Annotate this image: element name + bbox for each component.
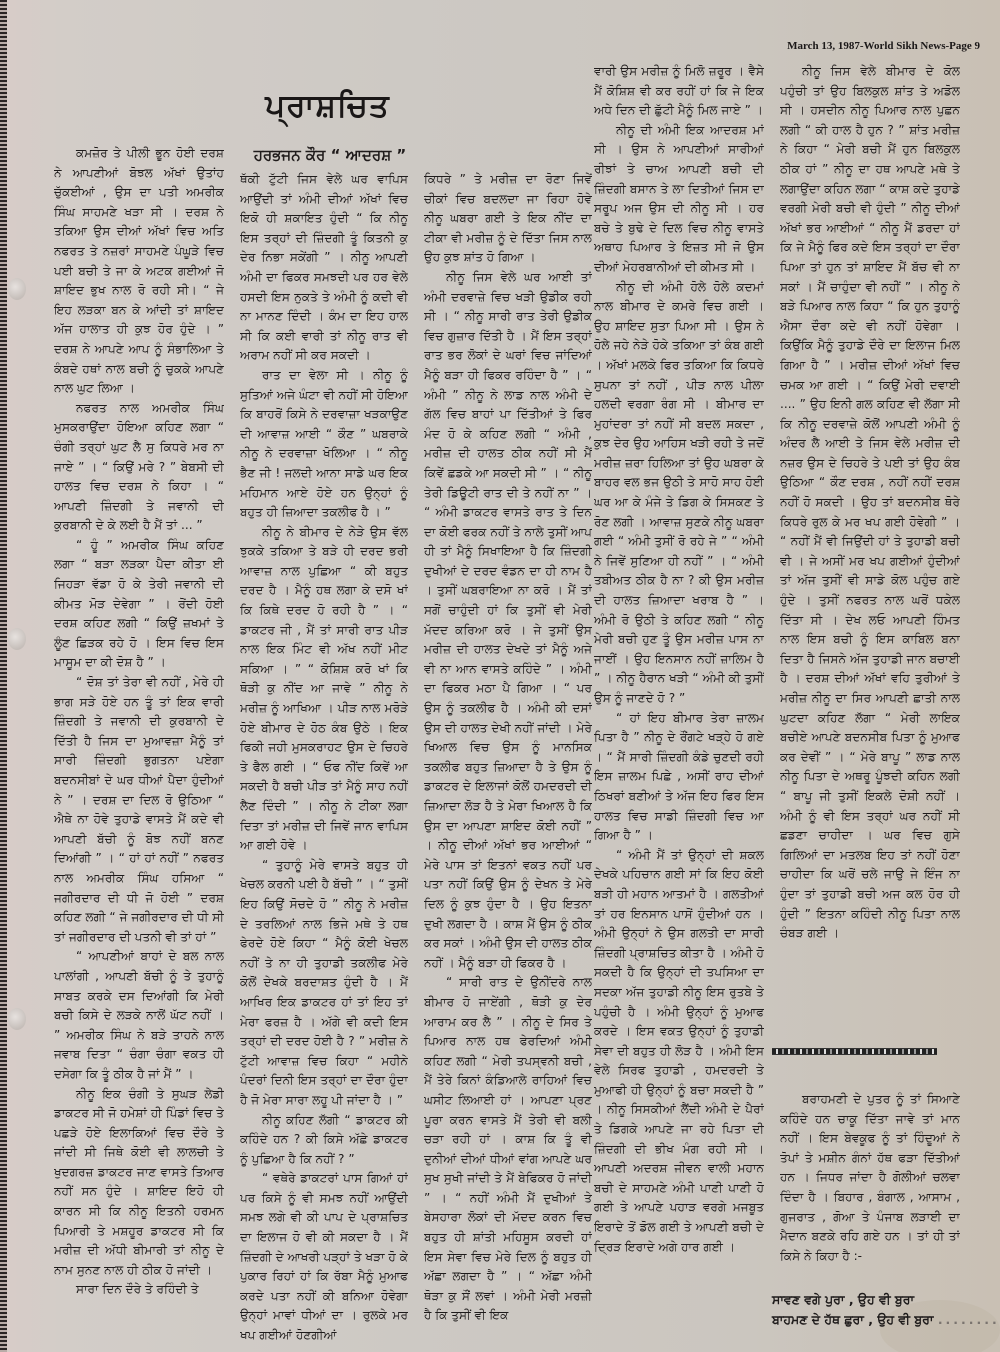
paragraph: ਨੀਨੂ ਜਿਸ ਵੇਲੇ ਬੀਮਾਰ ਦੇ ਕੋਲ ਪਹੁੰਚੀ ਤਾਂ ਉਹ ਬਿਲਕੁਲ ਸ਼ਾਂਤ ਤੇ ਅਡੋਲ ਸੀ । ਹਸਦੀਨ ਨੀਨੂ ਪਿਆਰ ਨਾਲ ਪੁਛਨ ਲਗੀ “ ਕੀ ਹਾਲ ਹੈ ਹੁਨ ? ” ਸ਼ਾਂਤ ਮਰੀਜ਼ ਨੇ ਕਿਹਾ “ ਮੇਰੀ ਬਚੀ ਮੈਂ ਹੁਨ ਬਿਲਕੁਲ ਠੀਕ ਹਾਂ ” ਨੀਨੂ ਦਾ ਹਥ ਆਪਣੇ ਮਥੇ ਤੇ ਲਗਾਉਂਦਾ ਕਹਿਨ ਲਗਾ “ ਕਾਸ਼ ਕਦੇ ਤੁਹਾਡੇ ਵਰਗੀ ਮੇਰੀ ਬਚੀ ਵੀ ਹੁੰਦੀ ” ਨੀਨੂ ਦੀਆਂ ਅੱਖਾਂ ਭਰ ਆਈਆਂ “ ਨੀਨੂ ਮੈਂ ਡਰਦਾ ਹਾਂ ਕਿ ਜੇ ਮੈਨੂੰ ਫਿਰ ਕਦੇ ਇਸ ਤਰ੍ਹਾਂ ਦਾ ਦੌਰਾ ਪਿਆ ਤਾਂ ਹੁਨ ਤਾਂ ਸ਼ਾਇਦ ਮੈਂ ਬੱਚ ਵੀ ਨਾ ਸਕਾਂ । ਮੈਂ ਚਾਹੁੰਦਾ ਵੀ ਨਹੀਂ ” । ਨੀਨੂ ਨੇ ਬੜੇ ਪਿਆਰ ਨਾਲ ਕਿਹਾ “ ਕਿ ਹੁਨ ਤੁਹਾਨੂੰ ਐਸਾ ਦੌਰਾ ਕਦੇ ਵੀ ਨਹੀਂ ਹੋਵੇਗਾ । ਕਿਉਂਕਿ ਮੈਨੂੰ ਤੁਹਾਡੇ ਦੌਰੇ ਦਾ ਇਲਾਜ ਮਿਲ ਗਿਆ ਹੈ ” । ਮਰੀਜ਼ ਦੀਆਂ ਅੱਖਾਂ ਵਿਚ ਚਮਕ ਆ ਗਈ । “ ਕਿਉਂ ਮੇਰੀ ਦਵਾਈ .... ” ਉਹ ਇਨੀ ਗਲ ਕਹਿਣ ਵੀ ਲੱਗਾ ਸੀ ਕਿ ਨੀਨੂ ਦਰਵਾਜ਼ੇ ਕੋਲੋਂ ਆਪਣੀ ਅੰਮੀ ਨੂੰ ਅੰਦਰ ਲੈ ਆਈ ਤੇ ਜਿਸ ਵੇਲੇ ਮਰੀਜ਼ ਦੀ ਨਜ਼ਰ ਉਸ ਦੇ ਚਿਹਰੇ ਤੇ ਪਈ ਤਾਂ ਉਹ ਕੰਬ ਉਠਿਆ “ ਕੌਣ ਦਰਸ਼ , ਨਹੀਂ ਨਹੀਂ ਦਰਸ਼ ਨਹੀਂ ਹੋ ਸਕਦੀ । ਉਹ ਤਾਂ ਬਦਨਸੀਬ ਥੋਰੇ ਕਿਧਰੇ ਰੁਲ ਕੇ ਮਰ ਖਪ ਗਈ ਹੋਵੇਗੀ ” । “ ਨਹੀਂ ਮੈਂ ਵੀ ਜਿਉਂਦੀ ਹਾਂ ਤੇ ਤੁਹਾਡੀ ਬਚੀ ਵੀ । ਜੇ ਅਸੀਂ ਮਰ ਖਪ ਗਈਆਂ ਹੁੰਦੀਆਂ ਤਾਂ ਅੱਜ ਤੁਸੀਂ ਵੀ ਸਾਡੇ ਕੋਲ ਪਹੁੰਚ ਗਏ ਹੁੰਦੇ । ਤੁਸੀਂ ਨਫਰਤ ਨਾਲ ਘਰੋਂ ਧਕੇਲ ਦਿੱਤਾ ਸੀ । ਦੇਖ ਲਓ ਆਪਣੀ ਹਿੰਮਤ ਨਾਲ ਇਸ ਬਚੀ ਨੂੰ ਇਸ ਕਾਬਿਲ ਬਨਾ ਦਿਤਾ ਹੈ ਜਿਸਨੇ ਅੱਜ ਤੁਹਾਡੀ ਜਾਨ ਬਚਾਈ ਹੈ । ਦਰਸ਼ ਦੀਆਂ ਅੱਖਾਂ ਵਹਿ ਤੁਰੀਆਂ ਤੇ ਮਰੀਜ਼ ਨੀਨੂ ਦਾ ਸਿਰ ਆਪਣੀ ਛਾਤੀ ਨਾਲ ਘੁਟਦਾ ਕਹਿਣ ਲੱਗਾ “ ਮੇਰੀ ਲਾਇਕ ਬਚੀਏ ਆਪਣੇ ਬਦਨਸੀਬ ਪਿਤਾ ਨੂੰ ਮੁਆਫ ਕਰ ਦੇਵੀਂ ” । “ ਮੇਰੇ ਬਾਪੂ ” ਲਾਡ ਨਾਲ ਨੀਨੂ ਪਿਤਾ ਦੇ ਅਥਰੂ ਪੂੰਝਦੀ ਕਹਿਨ ਲਗੀ “ ਬਾਪੂ ਜੀ ਤੁਸੀਂ ਇਕਲੇ ਦੋਸ਼ੀ ਨਹੀਂ । ਅੰਮੀ ਨੂੰ ਵੀ ਇਸ ਤਰ੍ਹਾਂ ਘਰ ਨਹੀਂ ਸੀ ਛਡਣਾ ਚਾਹੀਦਾ । ਘਰ ਵਿਚ ਗੁਸੇ ਗਿਲਿਆਂ ਦਾ ਮਤਲਬ ਇਹ ਤਾਂ ਨਹੀਂ ਹੋਣਾ ਚਾਹੀਦਾ ਕਿ ਘਰੋਂ ਚਲੇ ਜਾਉ ਜੇ ਇੰਜ ਨਾ ਹੁੰਦਾ ਤਾਂ ਤੁਹਾਡੀ ਬਚੀ ਅਜ ਕਲ ਹੋਰ ਹੀ ਹੁੰਦੀ ” ਇਤਨਾ ਕਹਿੰਦੀ ਨੀਨੂ ਪਿਤਾ ਨਾਲ ਚੰਬੜ ਗਈ । xyxy=(780,64,960,941)
paragraph: “ ਅੰਮੀ ਮੈਂ ਤਾਂ ਉਨ੍ਹਾਂ ਦੀ ਸ਼ਕਲ ਦੇਖਕੇ ਪਹਿਚਾਨ ਗਈ ਸਾਂ ਕਿ ਇਹ ਕੋਈ ਬੜੀ ਹੀ ਮਹਾਨ ਆਤਮਾਂ ਹੈ । ਗਲਤੀਆਂ ਤਾਂ ਹਰ ਇਨਸਾਨ ਪਾਸੋਂ ਹੁੰਦੀਆਂ ਹਨ । ਅੰਮੀ ਉਨ੍ਹਾਂ ਨੇ ਉਸ ਗਲਤੀ ਦਾ ਸਾਰੀ ਜ਼ਿੰਦਗੀ ਪ੍ਰਾਸ਼ਚਿਤ ਕੀਤਾ ਹੈ । ਅੰਮੀ ਹੋ ਸਕਦੀ ਹੈ ਕਿ ਉਨ੍ਹਾਂ ਦੀ ਤਪਸਿਆ ਦਾ ਸਦਕਾ ਅੱਜ ਤੁਹਾਡੀ ਨੀਨੂ ਇਸ ਰੁਤਬੇ ਤੇ ਪਹੁੰਚੀ ਹੈ । ਅੰਮੀ ਉਨ੍ਹਾਂ ਨੂੰ ਮੁਆਫ ਕਰਦੇ । ਇਸ ਵਕਤ ਉਨ੍ਹਾਂ ਨੂੰ ਤੁਹਾਡੀ ਸੇਵਾ ਦੀ ਬਹੁਤ ਹੀ ਲੋੜ ਹੈ । ਅੰਮੀ ਇਸ ਵੇਲੇ ਸਿਰਫ ਤੁਹਾਡੀ , ਹਮਦਰਦੀ ਤੇ ਮੁਆਫੀ ਹੀ ਉਨ੍ਹਾਂ ਨੂੰ ਬਚਾ ਸਕਦੀ ਹੈ ” । ਨੀਨੂ ਸਿਸਕੀਆਂ ਲੈਂਦੀ ਅੰਮੀ ਦੇ ਪੈਰਾਂ ਤੇ ਡਿਗਕੇ ਆਪਣੇ ਜਾ ਰਹੇ ਪਿਤਾ ਦੀ ਜ਼ਿੰਦਗੀ ਦੀ ਭੀਖ ਮੰਗ ਰਹੀ ਸੀ । ਆਪਣੀ ਅਦਰਸ਼ ਜੀਵਨ ਵਾਲੀ ਮਹਾਨ ਬਚੀ ਦੇ ਸਾਹਮਣੇ ਅੰਮੀ ਪਾਣੀ ਪਾਣੀ ਹੋ ਗਈ ਤੇ ਆਪਣੇ ਪਹਾੜ ਵਰਗੇ ਮਜਬੂਤ ਇਰਾਦੇ ਤੋਂ ਡੋਲ ਗਈ ਤੇ ਆਪਣੀ ਬਚੀ ਦੇ ਦ੍ਰਿੜ ਇਰਾਦੇ ਅਗੇ ਹਾਰ ਗਈ । xyxy=(594,847,764,1254)
paragraph: “ ਹਾਂ ਇਹ ਬੀਮਾਰ ਤੇਰਾ ਜ਼ਾਲਮ ਪਿਤਾ ਹੈ ” ਨੀਨੂ ਦੇ ਰੌਂਗਟੇ ਖੜ੍ਹੇ ਹੋ ਗਏ । “ ਮੈਂ ਸਾਰੀ ਜ਼ਿੰਦਗੀ ਕੰਡੇ ਚੁਣਦੀ ਰਹੀ ਇਸ ਜ਼ਾਲਮ ਪਿਛੇ , ਅਸੀਂ ਰਾਹ ਦੀਆਂ ਠਿਖਰਾਂ ਬਣੀਆਂ ਤੇ ਅੱਜ ਇਹ ਫਿਰ ਇਸ ਹਾਲਤ ਵਿਚ ਸਾਡੀ ਜ਼ਿੰਦਗੀ ਵਿਚ ਆ ਗਿਆ ਹੈ ” । xyxy=(594,710,764,843)
paragraph: ਰਾਤ ਦਾ ਵੇਲਾ ਸੀ । ਨੀਨੂ ਨੂੰ ਸੁਤਿਆਂ ਅਜੇ ਘੰਟਾ ਵੀ ਨਹੀਂ ਸੀ ਹੋਇਆ ਕਿ ਬਾਹਰੋਂ ਕਿਸੇ ਨੇ ਦਰਵਾਜ਼ਾ ਖੜਕਾਉਣ ਦੀ ਆਵਾਜ਼ ਆਈ “ ਕੌਣ ” ਘਬਰਾਕੇ ਨੀਨੂ ਨੇ ਦਰਵਾਜ਼ਾ ਖੋਲਿਆ । “ ਨੀਨੂ ਭੈਣ ਜੀ ! ਜਲਦੀ ਆਨਾ ਸਾਡੇ ਘਰ ਇਕ ਮਹਿਮਾਨ ਆਏ ਹੋਏ ਹਨ ਉਨ੍ਹਾਂ ਨੂੰ ਬਹੁਤ ਹੀ ਜ਼ਿਆਦਾ ਤਕਲੀਫ ਹੈ । ” xyxy=(240,367,408,520)
article-column-3 xyxy=(424,170,592,1345)
page-folio: March 13, 1987-World Sikh News-Page 9 xyxy=(787,40,980,52)
paragraph: ਨਫਰਤ ਨਾਲ ਅਮਰੀਕ ਸਿੰਘ ਮੁਸਕਰਾਉਂਦਾ ਹੋਇਆ ਕਹਿਣ ਲਗਾ “ ਚੰਗੀ ਤਰ੍ਹਾਂ ਘੁਟ ਲੈ ਸੁ ਕਿਧਰੇ ਮਰ ਨਾ ਜਾਏ ” । “ ਕਿਉਂ ਮਰੇ ? ” ਬੇਬਸੀ ਦੀ ਹਾਲਤ ਵਿਚ ਦਰਸ਼ ਨੇ ਕਿਹਾ । “ ਆਪਣੀ ਜ਼ਿੰਦਗੀ ਤੇ ਜਵਾਨੀ ਦੀ ਕੁਰਬਾਨੀ ਦੇ ਕੇ ਲਈ ਹੈ ਮੈਂ ਤਾਂ ... ” xyxy=(54,400,224,533)
paragraph: ਕਿਧਰੇ ” ਤੇ ਮਰੀਜ਼ ਦਾ ਰੋਣਾ ਜਿਵੇਂ ਚੀਕਾਂ ਵਿਚ ਬਦਲਦਾ ਜਾ ਰਿਹਾ ਹੋਵੇ ਨੀਨੂ ਘਬਰਾ ਗਈ ਤੇ ਇਕ ਨੀਂਦ ਦਾ ਟੀਕਾ ਵੀ ਮਰੀਜ਼ ਨੂੰ ਦੇ ਦਿੱਤਾ ਜਿਸ ਨਾਲ ਉਹ ਕੁਝ ਸ਼ਾਂਤ ਹੋ ਗਿਆ । xyxy=(424,172,592,265)
spiral-binding-edge xyxy=(0,0,7,1352)
sidebar-paragraph: ਬਰਾਹਮਣੀ ਦੇ ਪੁਤਰ ਨੂੰ ਤਾਂ ਸਿਆਣੇ ਕਹਿੰਦੇ ਹਨ ਚਾਕੂ ਦਿੱਤਾ ਜਾਵੇ ਤਾਂ ਮਾਨ ਨਹੀਂ । ਇਸ ਬੇਵਕੂਫ ਨੂੰ ਤਾਂ ਹਿੰਦੂਆਂ ਨੇ ਤੋਪਾਂ ਤੇ ਮਸ਼ੀਨ ਗੰਨਾਂ ਹੱਥ ਫੜਾ ਦਿੱਤੀਆਂ ਹਨ । ਜਿਧਰ ਜਾਂਦਾ ਹੈ ਗੋਲੀਆਂ ਚਲਵਾ ਦਿੰਦਾ ਹੈ । ਬਿਹਾਰ , ਬੰਗਾਲ , ਆਸਾਮ , ਗੁਜਰਾਤ , ਗੋਆ ਤੇ ਪੰਜਾਬ ਲੜਾਈ ਦਾ ਮੈਦਾਨ ਬਣਕੇ ਰਹਿ ਗਏ ਹਨ । ਤਾਂ ਹੀ ਤਾਂ ਕਿਸੇ ਨੇ ਕਿਹਾ ਹੈ :- xyxy=(780,1092,960,1263)
paragraph: “ ਹੂੰ ” ਅਮਰੀਕ ਸਿੰਘ ਕਹਿਣ ਲਗਾ “ ਬੜਾ ਲੜਕਾ ਪੈਦਾ ਕੀਤਾ ਈ ਜਿਹੜਾ ਵੱਡਾ ਹੋ ਕੇ ਤੇਰੀ ਜਵਾਨੀ ਦੀ ਕੀਮਤ ਮੋੜ ਦੇਵੇਗਾ ” । ਰੋਂਦੀ ਹੋਈ ਦਰਸ਼ ਕਹਿਣ ਲਗੀ “ ਕਿਉਂ ਜ਼ਖਮਾਂ ਤੇ ਲੂੰਣ ਛਿੜਕ ਰਹੇ ਹੋ । ਇਸ ਵਿਚ ਇਸ ਮਾਸੂਮ ਦਾ ਕੀ ਦੋਸ਼ ਹੈ ” । xyxy=(54,537,224,670)
paragraph: ਨੀਨੂ ਕਹਿਣ ਲੱਗੀ “ ਡਾਕਟਰ ਕੀ ਕਹਿੰਦੇ ਹਨ ? ਕੀ ਕਿਸੇ ਅੱਛੇ ਡਾਕਟਰ ਨੂੰ ਪੁਛਿਆ ਹੈ ਕਿ ਨਹੀਂ ? ” xyxy=(240,1112,408,1166)
punch-hole xyxy=(8,278,26,300)
article-title: ਪ੍ਰਾਸ਼ਚਿਤ xyxy=(265,88,390,124)
article-byline: ਹਰਭਜਨ ਕੌਰ “ ਆਦਰਸ਼ ” xyxy=(253,146,407,164)
paragraph: “ ਆਪਣੀਆਂ ਬਾਹਾਂ ਦੇ ਬਲ ਨਾਲ ਪਾਲਾਂਗੀ , ਆਪਣੀ ਬੱਚੀ ਨੂੰ ਤੇ ਤੁਹਾਨੂੰ ਸਾਬਤ ਕਰਕੇ ਦਸ ਦਿਆਂਗੀ ਕਿ ਮੇਰੀ ਬਚੀ ਕਿਸੇ ਦੇ ਲੜਕੇ ਨਾਲੋਂ ਘੱਟ ਨਹੀਂ । ” ਅਮਰੀਕ ਸਿੰਘ ਨੇ ਬੜੇ ਤਾਹਨੇ ਨਾਲ ਜਵਾਬ ਦਿਤਾ “ ਚੰਗਾ ਚੰਗਾ ਵਕਤ ਹੀ ਦਸੇਗਾ ਕਿ ਤੂੰ ਠੀਕ ਹੈ ਜਾਂ ਮੈਂ ” । xyxy=(54,949,224,1081)
article-column-1 xyxy=(54,144,224,1344)
paragraph: ਵਾਰੀ ਉਸ ਮਰੀਜ਼ ਨੂੰ ਮਿਲੋ ਜ਼ਰੂਰ । ਵੈਸੇ ਮੈਂ ਕੋਸ਼ਿਸ਼ ਵੀ ਕਰ ਰਹੀਂ ਹਾਂ ਕਿ ਜੇ ਇਕ ਅਧੇ ਦਿਨ ਦੀ ਛੁੱਟੀ ਮੈਨੂੰ ਮਿਲ ਜਾਏ ” । xyxy=(594,64,764,118)
verse-line: ਬਾਹਮਣ ਦੇ ਹੱਥ ਛੁਰਾ , ਉਹ ਵੀ ਬੁਰਾ xyxy=(772,1312,934,1327)
paragraph: ਕਮਜ਼ੋਰ ਤੇ ਪੀਲੀ ਭੂਨ ਹੋਈ ਦਰਸ਼ ਨੇ ਆਪਣੀਆਂ ਬੋਝਲ ਅੱਖਾਂ ਉਤਾਂਹ ਚੁੱਕਈਆਂ , ਉਸ ਦਾ ਪਤੀ ਅਮਰੀਕ ਸਿੰਘ ਸਾਹਮਣੇ ਖੜਾ ਸੀ । ਦਰਸ਼ ਨੇ ਤਕਿਆ ਉਸ ਦੀਆਂ ਅੱਖਾਂ ਵਿਚ ਅਤਿ ਨਫਰਤ ਤੇ ਨਜ਼ਰਾਂ ਸਾਹਮਣੇ ਪੰਘੂੜੇ ਵਿਚ ਪਈ ਬਚੀ ਤੇ ਜਾ ਕੇ ਅਟਕ ਗਈਆਂ ਜੋ ਸ਼ਾਇਦ ਭੁਖ ਨਾਲ ਰੋ ਰਹੀ ਸੀ। “ ਜੇ ਇਹ ਲੜਕਾ ਬਨ ਕੇ ਆਂਦੀ ਤਾਂ ਸ਼ਾਇਦ ਅੱਜ ਹਾਲਾਤ ਹੀ ਕੁਝ ਹੋਰ ਹੁੰਦੇ । ” ਦਰਸ਼ ਨੇ ਆਪਣੇ ਆਪ ਨੂੰ ਸੰਭਾਲਿਆ ਤੇ ਕੰਬਦੇ ਹਥਾਂ ਨਾਲ ਬਚੀ ਨੂੰ ਚੁਕਕੇ ਆਪਣੇ ਨਾਲ ਘੁਟ ਲਿਆ । xyxy=(54,146,224,396)
paragraph: “ ਸਾਰੀ ਰਾਤ ਦੇ ਉਨੀਂਦਰੇ ਨਾਲ ਬੀਮਾਰ ਹੋ ਜਾਏਂਗੀ , ਥੋੜੀ ਕੁ ਦੇਰ ਆਰਾਮ ਕਰ ਲੈ ” । ਨੀਨੂ ਦੇ ਸਿਰ ਤੇ ਪਿਆਰ ਨਾਲ ਹਥ ਫੇਰਦਿਆਂ ਅੰਮੀ ਕਹਿਣ ਲਗੀ “ ਮੇਰੀ ਤਪਸ੍ਵਨੀ ਬਚੀ , ਮੈਂ ਤੇਰੇ ਕਿਨਾਂ ਕੰਡਿਆਲੇ ਰਾਹਿਆਂ ਵਿਚ ਘਸੀਟ ਲਿਆਈ ਹਾਂ । ਆਪਣਾ ਪ੍ਰਣ ਪੂਰਾ ਕਰਨ ਵਾਸਤੇ ਮੈਂ ਤੇਰੀ ਵੀ ਬਲੀ ਚੜਾ ਰਹੀ ਹਾਂ । ਕਾਸ਼ ਕਿ ਤੂੰ ਵੀ ਦੁਨੀਆਂ ਦੀਆਂ ਧੀਆਂ ਵਾਂਗ ਆਪਣੇ ਘਰ ਸੁਖ ਸੁਖੀ ਜਾਂਦੀ ਤੇ ਮੈਂ ਬੇਫਿਕਰ ਹੋ ਜਾਂਦੀ ” । “ ਨਹੀਂ ਅੰਮੀ ਮੈਂ ਦੁਖੀਆਂ ਤੇ ਬੇਸਹਾਰਾ ਲੋਕਾਂ ਦੀ ਮੱਦਦ ਕਰਨ ਵਿਚ ਬਹੁਤ ਹੀ ਸ਼ਾਂਤੀ ਮਹਿਸੂਸ ਕਰਦੀ ਹਾਂ ਇਸ ਸੇਵਾ ਵਿਚ ਮੇਰੇ ਦਿਲ ਨੂੰ ਬਹੁਤ ਹੀ ਅੱਛਾ ਲਗਦਾ ਹੈ ” । “ ਅੱਛਾ ਅੰਮੀ ਥੋੜਾ ਕੁ ਸੌਂ ਲਵਾਂ । ਅੰਮੀ ਮੇਰੀ ਮਰਜ਼ੀ ਹੈ ਕਿ ਤੁਸੀਂ ਵੀ ਇਕ xyxy=(424,975,592,1323)
dotted-leader: ........ xyxy=(937,1312,1000,1327)
article-column-2 xyxy=(240,170,408,1345)
sidebar-verse xyxy=(772,1290,1000,1330)
verse-line: ਸਾਵਣ ਵਗੇ ਪੁਰਾ , ਉਹ ਵੀ ਬੁਰਾ xyxy=(772,1292,915,1307)
punch-hole xyxy=(8,1008,26,1030)
paragraph: ਨੀਨੂ ਜਿਸ ਵੇਲੇ ਘਰ ਆਈ ਤਾਂ ਅੰਮੀ ਦਰਵਾਜ਼ੇ ਵਿਚ ਖੜੀ ਉਡੀਕ ਰਹੀ ਸੀ । “ ਨੀਨੂ ਸਾਰੀ ਰਾਤ ਤੇਰੀ ਉਡੀਕ ਵਿਚ ਗੁਜ਼ਾਰ ਦਿੱਤੀ ਹੈ । ਮੈਂ ਇਸ ਤਰ੍ਹਾਂ ਰਾਤ ਭਰ ਲੋਕਾਂ ਦੇ ਘਰਾਂ ਵਿਚ ਜਾਂਦਿਆਂ ਮੈਨੂੰ ਬੜਾ ਹੀ ਫਿਕਰ ਰਹਿੰਦਾ ਹੈ ” । “ ਅੰਮੀ ” ਨੀਨੂ ਨੇ ਲਾਡ ਨਾਲ ਅੰਮੀ ਦੇ ਗੱਲ ਵਿਚ ਬਾਹਾਂ ਪਾ ਦਿੱਤੀਆਂ ਤੇ ਫਿਰ ਮੰਦ ਹੋ ਕੇ ਕਹਿਣ ਲਗੀ “ ਅੰਮੀ , ਮਰੀਜ਼ ਦੀ ਹਾਲਤ ਠੀਕ ਨਹੀਂ ਸੀ ਮੈਂ ਕਿਵੇਂ ਛਡਕੇ ਆ ਸਕਦੀ ਸੀ ” । “ ਨੀਨੂ ਤੇਰੀ ਡਿਊਟੀ ਰਾਤ ਦੀ ਤੇ ਨਹੀਂ ਨਾ ” । “ ਅੰਮੀ ਡਾਕਟਰ ਵਾਸਤੇ ਰਾਤ ਤੇ ਦਿਨ ਦਾ ਕੋਈ ਫਰਕ ਨਹੀਂ ਤੇ ਨਾਲੇ ਤੁਸੀਂ ਆਪ ਹੀ ਤਾਂ ਮੈਨੂੰ ਸਿਖਾਇਆ ਹੈ ਕਿ ਜ਼ਿੰਦਗੀ ਦੁਖੀਆਂ ਦੇ ਦਰਦ ਵੰਡਨ ਦਾ ਹੀ ਨਾਮ ਹੈ । ਤੁਸੀਂ ਘਬਰਾਇਆ ਨਾ ਕਰੋ । ਮੈਂ ਤਾਂ ਸਗੋਂ ਚਾਹੁੰਦੀ ਹਾਂ ਕਿ ਤੁਸੀਂ ਵੀ ਮੇਰੀ ਮੱਦਦ ਕਰਿਆ ਕਰੋ । ਜੇ ਤੁਸੀਂ ਉਸ ਮਰੀਜ਼ ਦੀ ਹਾਲਤ ਦੇਖਦੇ ਤਾਂ ਮੈਨੂੰ ਅਜੇ ਵੀ ਨਾ ਆਨ ਵਾਸਤੇ ਕਹਿੰਦੇ ” । ਅੰਮੀ ਦਾ ਫਿਕਰ ਮਠਾ ਪੈ ਗਿਆ । “ ਪਰ ਉਸ ਨੂੰ ਤਕਲੀਫ ਹੈ । ਅੰਮੀ ਕੀ ਦਸਾਂ ਉਸ ਦੀ ਹਾਲਤ ਦੇਖੀ ਨਹੀਂ ਜਾਂਦੀ । ਮੇਰੇ ਖਿਆਲ ਵਿਚ ਉਸ ਨੂੰ ਮਾਨਸਿਕ ਤਕਲੀਫ ਬਹੁਤ ਜ਼ਿਆਦਾ ਹੈ ਤੇ ਉਸ ਨੂੰ ਡਾਕਟਰ ਦੇ ਇਲਾਜਾਂ ਕੋਲੋਂ ਹਮਦਰਦੀ ਦੀ ਜ਼ਿਆਦਾ ਲੋੜ ਹੈ ਤੇ ਮੇਰਾ ਖਿਆਲ ਹੈ ਕਿ ਉਸ ਦਾ ਆਪਣਾ ਸ਼ਾਇਦ ਕੋਈ ਨਹੀਂ ” । ਨੀਨੂ ਦੀਆਂ ਅੱਖਾਂ ਭਰ ਆਈਆਂ “ ਮੇਰੇ ਪਾਸ ਤਾਂ ਇਤਨਾਂ ਵਕਤ ਨਹੀਂ ਪਰ ਪਤਾ ਨਹੀਂ ਕਿਉਂ ਉਸ ਨੂੰ ਦੇਖਨ ਤੇ ਮੇਰੇ ਦਿਲ ਨੂੰ ਕੁਝ ਹੁੰਦਾ ਹੈ । ਉਹ ਇਤਨਾ ਦੁਖੀ ਲਗਦਾ ਹੈ । ਕਾਸ਼ ਮੈਂ ਉਸ ਨੂੰ ਠੀਕ ਕਰ ਸਕਾਂ । ਅੰਮੀ ਉਸ ਦੀ ਹਾਲਤ ਠੀਕ ਨਹੀਂ । ਮੈਨੂੰ ਬੜਾ ਹੀ ਫਿਕਰ ਹੈ । xyxy=(424,269,592,970)
paragraph: “ ਤੁਹਾਨੂੰ ਮੇਰੇ ਵਾਸਤੇ ਬਹੁਤ ਹੀ ਖੇਚਲ ਕਰਨੀ ਪਈ ਹੈ ਬੱਚੀ ” । “ ਤੁਸੀਂ ਇਹ ਕਿਉਂ ਸੋਚਦੇ ਹੋ ” ਨੀਨੂ ਨੇ ਮਰੀਜ਼ ਦੇ ਤਰਲਿਆਂ ਨਾਲ ਭਿਜੇ ਮਥੇ ਤੇ ਹਥ ਫੇਰਦੇ ਹੋਏ ਕਿਹਾ “ ਮੈਨੂੰ ਕੋਈ ਖੇਚਲ ਨਹੀਂ ਤੇ ਨਾ ਹੀ ਤੁਹਾਡੀ ਤਕਲੀਫ ਮੇਰੇ ਕੋਲੋਂ ਦੇਖਕੇ ਬਰਦਾਸ਼ਤ ਹੁੰਦੀ ਹੈ । ਮੈਂ ਆਖਿਰ ਇਕ ਡਾਕਟਰ ਹਾਂ ਤਾਂ ਇਹ ਤਾਂ ਮੇਰਾ ਫਰਜ਼ ਹੈ । ਅੱਗੇ ਵੀ ਕਦੀ ਇਸ ਤਰ੍ਹਾਂ ਦੀ ਦਰਦ ਹੋਈ ਹੈ ? ” ਮਰੀਜ਼ ਨੇ ਟੁੱਟੀ ਆਵਾਜ਼ ਵਿਚ ਕਿਹਾ “ ਮਹੀਨੇ ਪੰਦਰਾਂ ਦਿਨੀ ਇਸ ਤਰ੍ਹਾਂ ਦਾ ਦੌਰਾ ਹੁੰਦਾ ਹੈ ਜੋ ਮੇਰਾ ਸਾਰਾ ਲਹੂ ਪੀ ਜਾਂਦਾ ਹੈ । ” xyxy=(240,857,408,1107)
paragraph: ਥੱਕੀ ਟੁੱਟੀ ਜਿਸ ਵੇਲੇ ਘਰ ਵਾਪਿਸ ਆਉਂਦੀ ਤਾਂ ਅੰਮੀ ਦੀਆਂ ਅੱਖਾਂ ਵਿਚ ਇਕੋ ਹੀ ਸ਼ਕਾਇਤ ਹੁੰਦੀ “ ਕਿ ਨੀਨੂ ਇਸ ਤਰ੍ਹਾਂ ਦੀ ਜ਼ਿੰਦਗੀ ਤੂੰ ਕਿਤਨੀ ਕੁ ਦੇਰ ਨਿਭਾ ਸਕੇਂਗੀ ” । ਨੀਨੂ ਆਪਣੀ ਅੰਮੀ ਦਾ ਫਿਕਰ ਸਮਝਦੀ ਪਰ ਹਰ ਵੇਲੇ ਹਸਦੀ ਇਸ ਨੁਕਤੇ ਤੇ ਅੰਮੀ ਨੂੰ ਕਦੀ ਵੀ ਨਾ ਮਾਨਣ ਦਿੰਦੀ । ਕੰਮ ਦਾ ਇਹ ਹਾਲ ਸੀ ਕਿ ਕਈ ਵਾਰੀ ਤਾਂ ਨੀਨੂ ਰਾਤ ਵੀ ਅਰਾਮ ਨਹੀਂ ਸੀ ਕਰ ਸਕਦੀ । xyxy=(240,172,408,363)
sidebar-piece xyxy=(780,1090,960,1270)
paragraph: ਨੀਨੂ ਨੇ ਬੀਮਾਰ ਦੇ ਨੇੜੇ ਉਸ ਵੱਲ ਝੁਕਕੇ ਤਕਿਆ ਤੇ ਬੜੇ ਹੀ ਦਰਦ ਭਰੀ ਆਵਾਜ਼ ਨਾਲ ਪੁਛਿਆ “ ਕੀ ਬਹੁਤ ਦਰਦ ਹੈ । ਮੈਨੂੰ ਹਥ ਲਗਾ ਕੇ ਦਸੋ ਖਾਂ ਕਿ ਕਿਥੇ ਦਰਦ ਹੋ ਰਹੀ ਹੈ ” । “ ਡਾਕਟਰ ਜੀ , ਮੈਂ ਤਾਂ ਸਾਰੀ ਰਾਤ ਪੀੜ ਨਾਲ ਇਕ ਮਿੰਟ ਵੀ ਅੱਖ ਨਹੀਂ ਮੀਟ ਸਕਿਆ । ” “ ਕੋਸ਼ਿਸ਼ ਕਰੋ ਖਾਂ ਕਿ ਥੋੜੀ ਕੁ ਨੀਂਦ ਆ ਜਾਵੇ ” ਨੀਨੂ ਨੇ ਮਰੀਜ਼ ਨੂੰ ਆਖਿਆ । ਪੀੜ ਨਾਲ ਮਰੋੜੇ ਹੋਏ ਬੀਮਾਰ ਦੇ ਹੋਠ ਕੰਬ ਉਠੇ । ਇਕ ਫਿਕੀ ਜਹੀ ਮੁਸਕਰਾਹਟ ਉਸ ਦੇ ਚਿਹਰੇ ਤੇ ਫੈਲ ਗਈ । “ ਓਫ ਨੀਂਦ ਕਿਵੇਂ ਆ ਸਕਦੀ ਹੈ ਬਚੀ ਪੀੜ ਤਾਂ ਮੈਨੂੰ ਸਾਹ ਨਹੀਂ ਲੈਣ ਦਿੰਦੀ ” । ਨੀਨੂ ਨੇ ਟੀਕਾ ਲਗਾ ਦਿਤਾ ਤਾਂ ਮਰੀਜ਼ ਦੀ ਜਿਵੇਂ ਜਾਨ ਵਾਪਿਸ ਆ ਗਈ ਹੋਵੇ । xyxy=(240,524,408,853)
paragraph: ਨੀਨੂ ਦੀ ਅੰਮੀ ਹੋਲੇ ਹੋਲੇ ਕਦਮਾਂ ਨਾਲ ਬੀਮਾਰ ਦੇ ਕਮਰੇ ਵਿਚ ਗਈ । ਉਹ ਸ਼ਾਇਦ ਸੁਤਾ ਪਿਆ ਸੀ । ਉਸ ਨੇ ਹੋਲੇ ਜਹੇ ਨੇੜੇ ਹੋਕੇ ਤਕਿਆ ਤਾਂ ਕੰਬ ਗਈ । ਅੱਖਾਂ ਮਲਕੇ ਫਿਰ ਤਕਿਆ ਕਿ ਕਿਧਰੇ ਸੁਪਨਾ ਤਾਂ ਨਹੀਂ , ਪੀੜ ਨਾਲ ਪੀਲਾ ਹਲਦੀ ਵਰਗਾ ਰੰਗ ਸੀ । ਬੀਮਾਰ ਦਾ ਮੁਹਾਂਦਰਾ ਤਾਂ ਨਹੀਂ ਸੀ ਬਦਲ ਸਕਦਾ , ਕੁਝ ਦੇਰ ਉਹ ਆਹਿਸ ਖੜੀ ਰਹੀ ਤੇ ਜਦੋਂ ਮਰੀਜ਼ ਜ਼ਰਾ ਹਿਲਿਆ ਤਾਂ ਉਹ ਘਬਰਾ ਕੇ ਬਾਹਰ ਵਲ ਭਜ ਉਠੀ ਤੇ ਸਾਹੋ ਸਾਹ ਹੋਈ ਘਰ ਆ ਕੇ ਮੰਜੇ ਤੇ ਡਿਗ ਕੇ ਸਿਸਕਣ ਤੇ ਰੋਣ ਲਗੀ । ਆਵਾਜ਼ ਸੁਣਕੇ ਨੀਨੂ ਘਬਰਾ ਗਈ “ ਅੰਮੀ ਤੁਸੀਂ ਰੋ ਰਹੇ ਜੇ ” “ ਅੰਮੀ ਨੇ ਜਿਵੇਂ ਸੁਣਿਆ ਹੀ ਨਹੀਂ ” । “ ਅੰਮੀ ਤਬੀਅਤ ਠੀਕ ਹੈ ਨਾ ? ਕੀ ਉਸ ਮਰੀਜ਼ ਦੀ ਹਾਲਤ ਜ਼ਿਆਦਾ ਖਰਾਬ ਹੈ ” । ਅੰਮੀ ਰੋ ਉਠੀ ਤੇ ਕਹਿਣ ਲਗੀ “ ਨੀਨੂ ਮੇਰੀ ਬਚੀ ਹੁਣ ਤੂੰ ਉਸ ਮਰੀਜ਼ ਪਾਸ ਨਾ ਜਾਈਂ । ਉਹ ਇਨਸਾਨ ਨਹੀਂ ਜ਼ਾਲਿਮ ਹੈ ” । ਨੀਨੂ ਹੈਰਾਨ ਖੜੀ “ ਅੰਮੀ ਕੀ ਤੁਸੀਂ ਉਸ ਨੂੰ ਜਾਣਦੇ ਹੋ ? ” xyxy=(594,279,764,705)
paragraph: “ ਵਥੇਰੇ ਡਾਕਟਰਾਂ ਪਾਸ ਗਿਆਂ ਹਾਂ ਪਰ ਕਿਸੇ ਨੂੰ ਵੀ ਸਮਝ ਨਹੀਂ ਆਉਂਦੀ ਸਮਝ ਲਗੇ ਵੀ ਕੀ ਪਾਪ ਦੇ ਪ੍ਰਾਸ਼ਚਿਤ ਦਾ ਇਲਾਜ ਹੋ ਵੀ ਕੀ ਸਕਦਾ ਹੈ । ਮੈਂ ਜ਼ਿੰਦਗੀ ਦੇ ਆਖਰੀ ਪੜ੍ਹਾਂ ਤੇ ਖੜਾ ਹੋ ਕੇ ਪੁਕਾਰ ਰਿਹਾਂ ਹਾਂ ਕਿ ਰੱਬਾ ਮੈਨੂੰ ਮੁਆਫ ਕਰਦੇ ਪਤਾ ਨਹੀਂ ਕੀ ਬਨਿਆ ਹੋਵੇਗਾ ਉਨ੍ਹਾਂ ਮਾਵਾਂ ਧੀਆਂ ਦਾ । ਰੁਲਕੇ ਮਰ ਖਪ ਗਈਆਂ ਹੋਣਗੀਆਂ xyxy=(240,1171,408,1343)
paragraph: ਨੀਨੂ ਦੀ ਅੰਮੀ ਇਕ ਆਦਰਸ਼ ਮਾਂ ਸੀ । ਉਸ ਨੇ ਆਪਣੀਆਂ ਸਾਰੀਆਂ ਰੀਝਾਂ ਤੇ ਚਾਅ ਆਪਣੀ ਬਚੀ ਦੀ ਜ਼ਿੰਦਗੀ ਬਸਾਨ ਤੇ ਲਾ ਦਿਤੀਆਂ ਜਿਸ ਦਾ ਸਰੂਪ ਅਜ ਉਸ ਦੀ ਨੀਨੂ ਸੀ । ਹਰ ਬਚੇ ਤੇ ਬੁਢੇ ਦੇ ਦਿਲ ਵਿਚ ਨੀਨੂ ਵਾਸਤੇ ਅਥਾਹ ਪਿਆਰ ਤੇ ਇਜ਼ਤ ਸੀ ਜੋ ਉਸ ਦੀਆਂ ਮੇਹਰਬਾਨੀਆਂ ਦੀ ਕੀਮਤ ਸੀ । xyxy=(594,122,764,274)
article-column-4 xyxy=(594,62,764,1347)
paragraph: ਨੀਨੂ ਇਕ ਚੰਗੀ ਤੇ ਸੁਘੜ ਲੇਡੀ ਡਾਕਟਰ ਸੀ ਜੋ ਹਮੇਸ਼ਾਂ ਹੀ ਪਿੰਡਾਂ ਵਿਚ ਤੇ ਪਛੜੇ ਹੋਏ ਇਲਾਕਿਆਂ ਵਿਚ ਦੌਰੇ ਤੇ ਜਾਂਦੀ ਸੀ ਜਿਥੇ ਕੋਈ ਵੀ ਲਾਲਚੀ ਤੇ ਖੁਦਗਰਜ਼ ਡਾਕਟਰ ਜਾਣ ਵਾਸਤੇ ਤਿਆਰ ਨਹੀਂ ਸਨ ਹੁੰਦੇ । ਸ਼ਾਇਦ ਇਹੋ ਹੀ ਕਾਰਨ ਸੀ ਕਿ ਨੀਨੂ ਇਤਨੀ ਹਰਮਨ ਪਿਆਰੀ ਤੇ ਮਸ਼ਹੂਰ ਡਾਕਟਰ ਸੀ ਕਿ ਮਰੀਜ਼ ਦੀ ਅੱਧੀ ਬੀਮਾਰੀ ਤਾਂ ਨੀਨੂ ਦੇ ਨਾਮ ਸੁਨਣ ਨਾਲ ਹੀ ਠੀਕ ਹੋ ਜਾਂਦੀ । xyxy=(54,1086,224,1277)
article-column-5 xyxy=(780,62,960,1022)
punch-holes xyxy=(8,0,28,1352)
ornamental-rule-divider xyxy=(772,1048,937,1055)
paragraph: ਸਾਰਾ ਦਿਨ ਦੌਰੇ ਤੇ ਰਹਿੰਦੀ ਤੇ xyxy=(76,1282,199,1297)
paragraph: “ ਦੋਸ਼ ਤਾਂ ਤੇਰਾ ਵੀ ਨਹੀਂ , ਮੇਰੇ ਹੀ ਭਾਗ ਸੜੇ ਹੋਏ ਹਨ ਤੂੰ ਤਾਂ ਇਕ ਵਾਰੀ ਜ਼ਿੰਦਗੀ ਤੇ ਜਵਾਨੀ ਦੀ ਕੁਰਬਾਨੀ ਦੇ ਦਿੱਤੀ ਹੈ ਜਿਸ ਦਾ ਮੁਆਵਜ਼ਾ ਮੈਨੂੰ ਤਾਂ ਸਾਰੀ ਜ਼ਿੰਦਗੀ ਭੁਗਤਨਾ ਪਏਗਾ ਬਦਨਸੀਬਾਂ ਦੇ ਘਰ ਧੀਆਂ ਪੈਦਾ ਹੁੰਦੀਆਂ ਨੇ ” । ਦਰਸ਼ ਦਾ ਦਿਲ ਰੋ ਉਠਿਆ “ ਐਥੇ ਨਾ ਹੋਵੇ ਤੁਹਾਡੇ ਵਾਸਤੇ ਮੈਂ ਕਦੇ ਵੀ ਆਪਣੀ ਬੱਚੀ ਨੂੰ ਬੋਝ ਨਹੀਂ ਬਨਣ ਦਿਆਂਗੀ ” । “ ਹਾਂ ਹਾਂ ਨਹੀਂ ” ਨਫਰਤ ਨਾਲ ਅਮਰੀਕ ਸਿੰਘ ਹਸਿਆ “ ਜਗੀਰਦਾਰ ਦੀ ਧੀ ਜੋ ਹੋਈ ” ਦਰਸ਼ ਕਹਿਣ ਲਗੀ “ ਜੇ ਜਗੀਰਦਾਰ ਦੀ ਧੀ ਸੀ ਤਾਂ ਜਗੀਰਦਾਰ ਦੀ ਪਤਨੀ ਵੀ ਤਾਂ ਹਾਂ ” xyxy=(54,675,224,944)
punch-hole xyxy=(8,628,26,650)
